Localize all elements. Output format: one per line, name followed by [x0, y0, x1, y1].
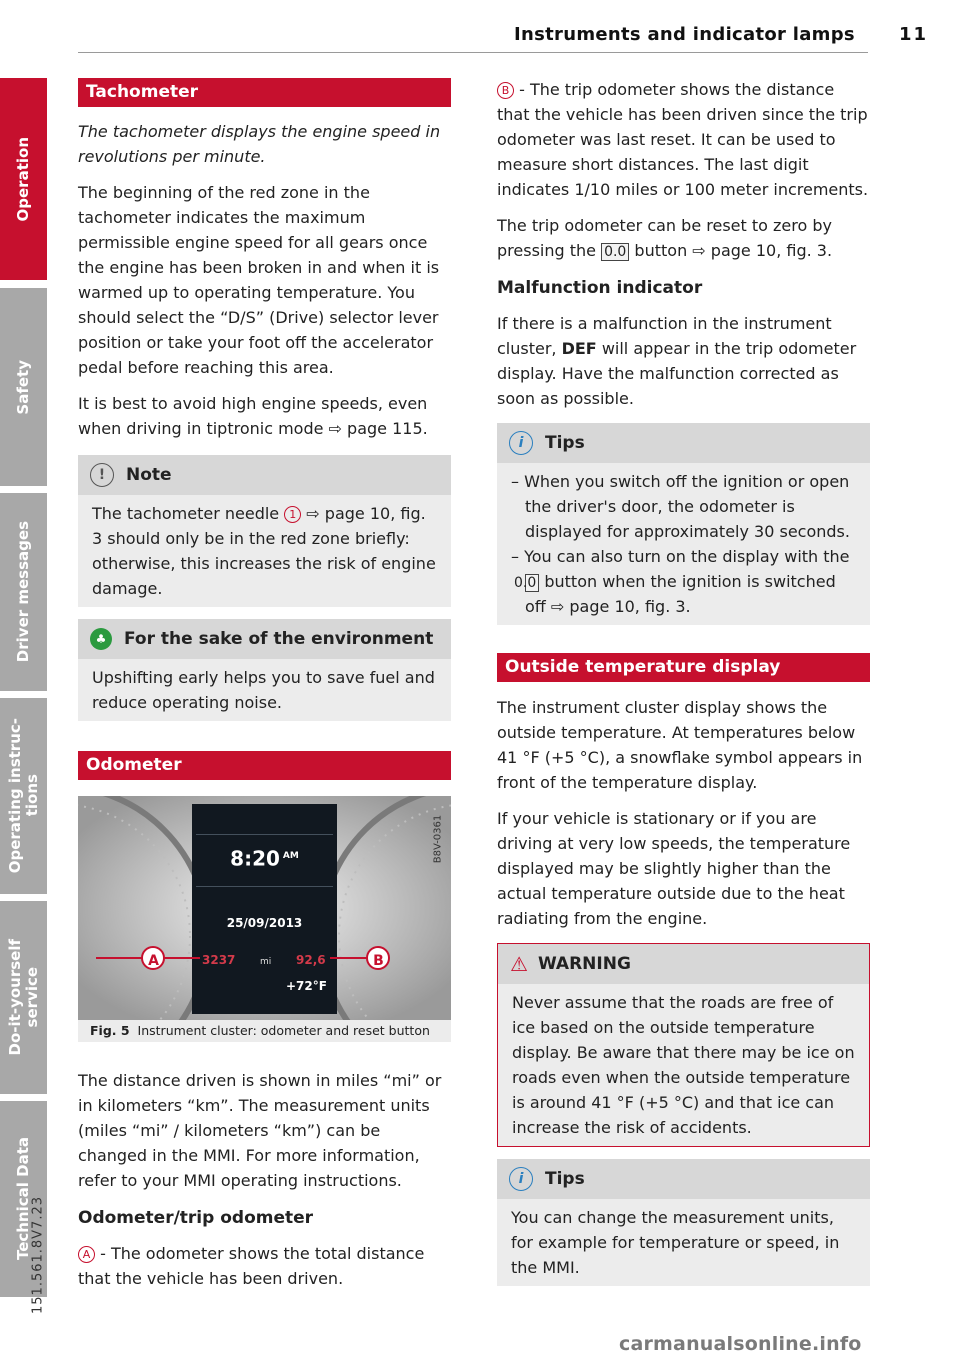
reset-key-label-2: 0.0 — [525, 574, 539, 592]
note-text-a: The tachometer needle — [92, 504, 285, 523]
marker-b: B — [497, 82, 514, 99]
tab-do-it-yourself-service[interactable] — [0, 901, 47, 1094]
subheading-malfunction: Malfunction indicator — [497, 278, 703, 298]
tips-body-1 — [497, 463, 870, 625]
watermark: carmanualsonline.info — [619, 1333, 862, 1355]
tips-item-1: – When you switch off the ignition or open the driver's door, the odometer is displayed for approximately 30 seconds. — [511, 472, 850, 541]
warning-box — [497, 943, 870, 1147]
tips-item-2-text-a: – You can also turn on the display with the — [511, 547, 850, 566]
malfunction-text-a: If there is a malfunction in the instrument cluster, — [497, 314, 832, 358]
date-display: 25/09/2013 — [226, 916, 303, 930]
tips-text-2: You can change the measurement units, for example for temperature or speed, in the MMI. — [511, 1208, 840, 1277]
figure-caption — [78, 1020, 451, 1042]
tab-label-operation: Operation — [14, 136, 32, 222]
tachometer-intro: The tachometer displays the engine speed in revolutions per minute. — [78, 122, 441, 166]
clock-display — [192, 844, 337, 872]
odometer-paragraph-1: The distance driven is shown in miles “mi” or in kilometers “km”. The measurement units (miles “mi” / kilometers “km”) can be changed in the MMI. For more information, refer to your MMI operating instructions. — [78, 1071, 442, 1190]
environment-title: For the sake of the environment — [124, 629, 434, 649]
note-header — [78, 455, 451, 495]
trip-reset-paragraph — [497, 213, 870, 263]
outside-paragraph-2: If your vehicle is stationary or if you are driving at very low speeds, the temperature displayed may be slightly higher than the actual temperature outside due to the heat radiating from the engine. — [497, 809, 851, 928]
tab-operating-instructions[interactable] — [0, 698, 47, 894]
note-text-b: ⇨ page 10, fig. 3 should only be in the red zone briefly: otherwise, this increases the risk of engine damage. — [92, 504, 436, 598]
clock-ampm: AM — [282, 851, 299, 861]
tab-driver-messages[interactable] — [0, 493, 47, 691]
tips-title-1: Tips — [545, 433, 585, 453]
warning-triangle-icon: ⚠ — [510, 952, 528, 976]
tips-box-2 — [497, 1159, 870, 1286]
trip-value: 92,6 — [296, 953, 326, 967]
callout-a: A — [148, 953, 159, 969]
info-icon: i — [509, 431, 533, 455]
trip-item-b-text: - The trip odometer shows the distance that the vehicle has been driven since the trip odometer was last reset. It can be used to measure short distances. The last digit indicates 1/10 miles or 100 meter increments. — [497, 80, 869, 199]
environment-text: Upshifting early helps you to save fuel and reduce operating noise. — [92, 668, 435, 712]
odometer-value: 3237 — [202, 953, 236, 967]
odometer-figure — [78, 796, 451, 1020]
info-icon: i — [509, 1167, 533, 1191]
tachometer-paragraph-2: It is best to avoid high engine speeds, even when driving in tiptronic mode ⇨ page 115. — [78, 394, 428, 438]
malfunction-text-b: will appear in the trip odometer display. Have the malfunction corrected as soon as possible. — [497, 339, 857, 408]
def-label: DEF — [561, 339, 597, 358]
warning-text: Never assume that the roads are free of ice based on the outside temperature display. Be aware that there may be ice on roads even when the outside temperature is around 41 °F (+5 °C) and that ice can increase the risk of accidents. — [512, 993, 855, 1137]
clock-time: 8:20 — [230, 846, 280, 871]
tab-label-technical-data: Technical Data — [14, 1137, 32, 1261]
tips-item-2-text-b: button when the ignition is switched off ⇨ page 10, fig. 3. — [525, 572, 836, 616]
tips-box-1 — [497, 423, 870, 625]
subheading-odometer-trip: Odometer/trip odometer — [78, 1208, 314, 1228]
note-box — [78, 455, 451, 607]
tab-label-operating-instructions: Operating instruc- tions — [5, 718, 41, 874]
tab-operation[interactable] — [0, 78, 47, 280]
header-divider — [78, 52, 868, 53]
tips-item-2 — [511, 544, 858, 619]
tips-title-2: Tips — [545, 1169, 585, 1189]
document-code — [28, 1196, 48, 1314]
cluster-illustration — [78, 796, 451, 1020]
note-title: Note — [126, 465, 172, 485]
tips-header-2 — [497, 1159, 870, 1199]
trip-item-b — [497, 77, 870, 202]
section-heading-tachometer: Tachometer — [78, 78, 451, 107]
odometer-unit: mi — [260, 957, 272, 967]
tips-header-1 — [497, 423, 870, 463]
right-column — [497, 77, 870, 1286]
trip-reset-text-b: button ⇨ page 10, fig. 3. — [629, 241, 833, 260]
figure-caption-text: Instrument cluster: odometer and reset button — [137, 1023, 430, 1038]
callout-b: B — [373, 953, 384, 969]
warning-title: WARNING — [537, 954, 631, 974]
figure-code — [430, 804, 446, 874]
note-icon: ! — [90, 463, 114, 487]
leaf-icon: ♣ — [90, 628, 112, 650]
outside-paragraph-1: The instrument cluster display shows the outside temperature. At temperatures below 41 °F (+5 °C), a snowflake symbol appears in front of the temperature display. — [497, 698, 863, 792]
tab-label-safety: Safety — [14, 359, 32, 415]
left-column — [78, 78, 451, 1291]
odometer-item-a-text: - The odometer shows the total distance that the vehicle has been driven. — [78, 1244, 425, 1288]
environment-header — [78, 619, 451, 659]
section-heading-odometer: Odometer — [78, 751, 451, 780]
section-heading-outside-temperature: Outside temperature display — [497, 653, 870, 682]
warning-body — [498, 984, 869, 1146]
malfunction-paragraph — [497, 311, 870, 411]
environment-body — [78, 659, 451, 721]
tab-label-driver-messages: Driver messages — [14, 521, 32, 663]
tab-safety[interactable] — [0, 288, 47, 486]
warning-header — [498, 944, 869, 984]
figure-caption-label: Fig. 5 — [90, 1023, 130, 1038]
figure-code-text: B8V-0361 — [432, 814, 444, 864]
marker-a: A — [78, 1246, 95, 1263]
running-header-title: Instruments and indicator lamps — [514, 24, 855, 45]
needle-marker: 1 — [284, 506, 301, 523]
odometer-item-a — [78, 1241, 451, 1291]
page-number: 11 — [899, 24, 929, 45]
environment-box — [78, 619, 451, 721]
tachometer-paragraph-1: The beginning of the red zone in the tachometer indicates the maximum permissible engine speed for all gears once the engine has been broken in and when it is warmed up to operating temperature. You should select the “D/S” (Drive) selector lever position or take your foot off the accelerator pedal before reaching this area. — [78, 183, 440, 377]
temperature-value: +72°F — [286, 979, 327, 993]
document-code-text: 151.561.8V7.23 — [30, 1196, 46, 1314]
tab-label-do-it-yourself: Do-it-yourself service — [5, 939, 41, 1056]
trip-reset-text-a: The trip odometer can be reset to zero by pressing the — [497, 216, 832, 260]
reset-key-label: 0.0 — [601, 243, 629, 261]
tips-body-2 — [497, 1199, 870, 1286]
note-body — [78, 495, 451, 607]
